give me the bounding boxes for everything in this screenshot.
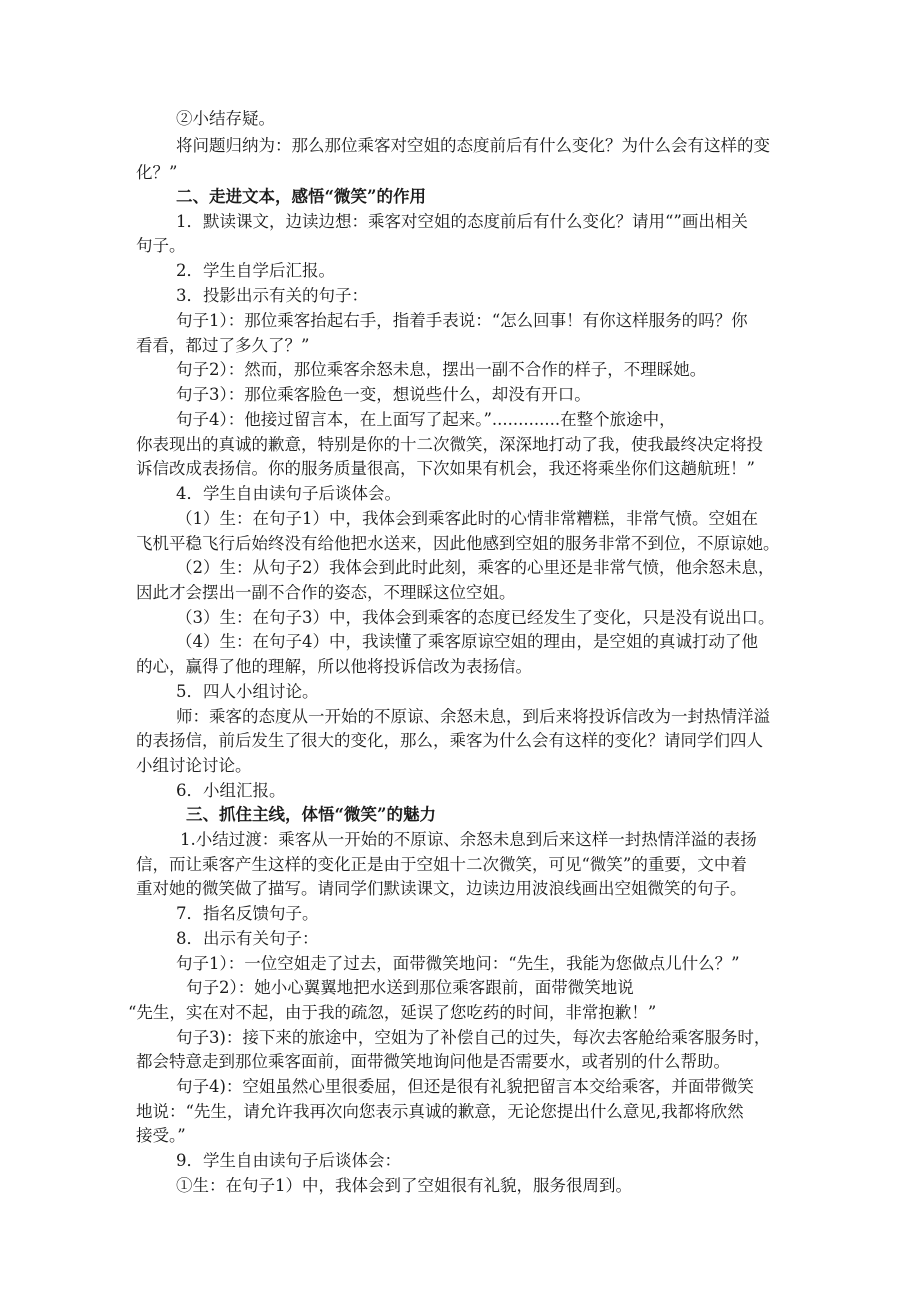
text-line: （2）生：从句子2）我体会到此时此刻，乘客的心里还是非常气愤，他余怒未息， [176,558,775,577]
text-line: 诉信改成表扬信。你的服务质量很高，下次如果有机会，我还将乘坐你们这趟航班！” [136,459,755,478]
text-line: 7．指名反馈句子。 [176,904,319,923]
text-line: 的表扬信，前后发生了很大的变化，那么，乘客为什么会有这样的变化？请同学们四人 [136,731,763,750]
text-line: 都会特意走到那位乘客面前，面带微笑地询问他是否需要水，或者别的什么帮助。 [136,1052,730,1071]
text-line: ①生：在句子1）中，我体会到了空姐很有礼貌，服务很周到。 [176,1176,632,1195]
text-line: 接受。” [136,1126,186,1145]
text-line: 句子2）：然而，那位乘客余怒未息，摆出一副不合作的样子，不理睬她。 [176,360,707,379]
text-line: 看看，都过了多久了？” [136,336,310,355]
text-line: 小组讨论讨论。 [136,756,252,775]
text-line: 重对她的微笑做了描写。请同学们默读课文，边读边用波浪线画出空姐微笑的句子。 [136,879,747,898]
section-heading: 二、走进文本，感悟“微笑”的作用 [176,187,426,206]
text-line: 信，而让乘客产生这样的变化正是由于空姐十二次微笑，可见“微笑”的重要，文中着 [136,855,747,874]
text-line: 9．学生自由读句子后谈体会： [176,1151,401,1170]
text-line: 飞机平稳飞行后始终没有给他把水送来，因此他感到空姐的服务非常不到位，不原谅她。 [136,534,780,553]
text-line: “先生，实在对不起，由于我的疏忽，延误了您吃药的时间，非常抱歉！” [128,1003,657,1022]
text-line: 师：乘客的态度从一开始的不原谅、余怒未息，到后来将投诉信改为一封热情洋溢 [176,707,770,726]
text-line: 句子4)：空姐虽然心里很委屈，但还是很有礼貌把留言本交给乘客，并面带微笑 [176,1077,754,1096]
text-line: 4．学生自由读句子后谈体会。 [176,484,401,503]
text-line: （1）生：在句子1）中，我体会到乘客此时的心情非常糟糕，非常气愤。空姐在 [176,509,758,528]
text-line: 8．出示有关句子： [176,929,319,948]
text-line: ②小结存疑。 [176,109,275,128]
text-line: 5．四人小组讨论。 [176,682,319,701]
text-line: 将问题归纳为：那么那位乘客对空姐的态度前后有什么变化？为什么会有这样的变 [176,136,770,155]
text-line: 句子3)：接下来的旅途中，空姐为了补偿自己的过失，每次去客舱给乘客服务时， [176,1028,771,1047]
text-line: 1.小结过渡：乘客从一开始的不原谅、余怒未息到后来这样一封热情洋溢的表扬 [180,830,757,849]
text-line: 化？” [136,163,178,182]
text-line: 句子。 [136,236,186,255]
text-line: （4）生：在句子4）中，我读懂了乘客原谅空姐的理由，是空姐的真诚打动了他 [176,632,758,651]
section-heading: 三、抓住主线，体悟“微笑”的魅力 [186,805,436,824]
text-line: 句子3）：那位乘客脸色一变，想说些什么，却没有开口。 [176,385,591,404]
text-line: 句子1）：那位乘客抬起右手，指着手表说：“怎么回事！有你这样服务的吗？你 [176,311,748,330]
text-line: 因此才会摆出一副不合作的姿态，不理睬这位空姐。 [136,583,516,602]
text-line: 2．学生自学后汇报。 [176,261,335,280]
text-line: 你表现出的真诚的歉意，特别是你的十二次微笑，深深地打动了我，使我最终决定将投 [136,435,763,454]
text-line: 句子4）：他接过留言本，在上面写了起来。”.............在整个旅途中， [176,410,676,429]
text-line: 1．默读课文，边读边想：乘客对空姐的态度前后有什么变化？请用“”画出相关 [176,212,748,231]
text-line: （3）生：在句子3）中，我体会到乘客的态度已经发生了变化，只是没有说出口。 [176,608,775,627]
text-line: 的心，赢得了他的理解，所以他将投诉信改为表扬信。 [136,657,532,676]
text-line: 地说：“先生，请允许我再次向您表示真诚的歉意，无论您提出什么意见,我都将欣然 [136,1102,744,1121]
text-line: 句子1）：一位空姐走了过去，面带微笑地问：“先生，我能为您做点儿什么？” [176,954,740,973]
text-line: 6．小组汇报。 [176,781,286,800]
text-line: 句子2）：她小心翼翼地把水送到那位乘客跟前，面带微笑地说 [186,978,634,997]
text-line: 3．投影出示有关的句子： [176,286,368,305]
